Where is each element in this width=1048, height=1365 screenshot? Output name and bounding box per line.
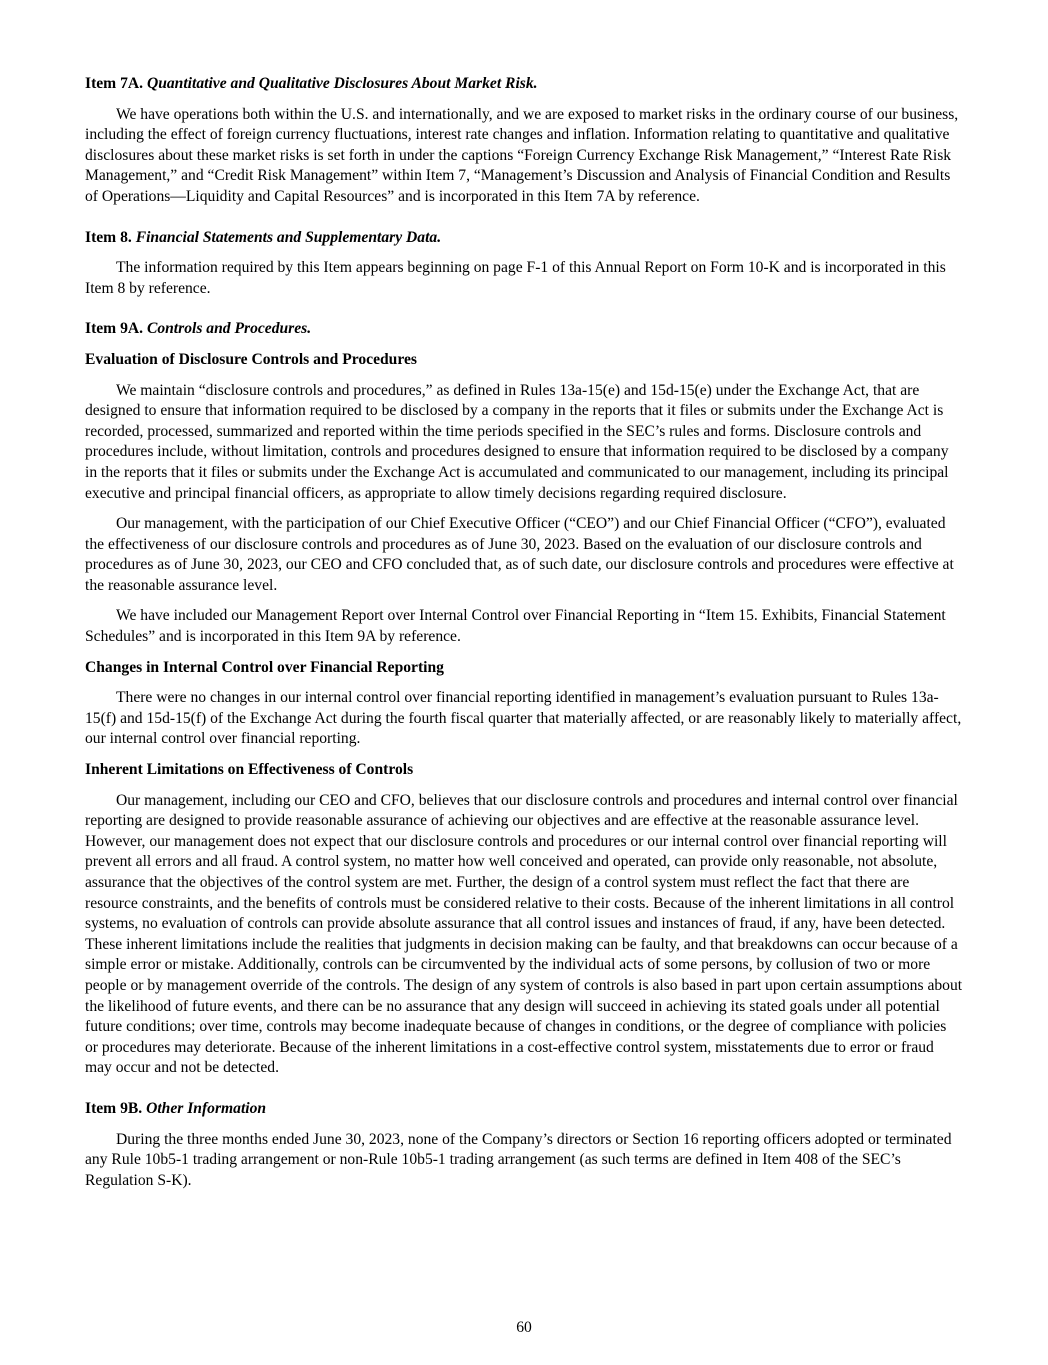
item-7a-paragraph: We have operations both within the U.S. and internationally, and we are exposed to market risks in the ordinary course of our business, including the effect of foreign currency fluctuations, interest rate changes and inflation. Information relating to quantitative and qualitative disclosures about these market risks is set forth in under the captions “Foreign Currency Exchange Risk Management,” “Interest Rate Risk Management,” and “Credit Risk Management” within Item 7, “Management’s Discussion and Analysis of Financial Condition and Results of Operations—Liquidity and Capital Resources” and is incorporated in this Item 7A by reference. <box>85 105 959 205</box>
section-item-8 <box>85 228 963 300</box>
changes-paragraph: There were no changes in our internal control over financial reporting identified in management’s evaluation pursuant to Rules 13a-15(f) and 15d-15(f) of the Exchange Act during the fourth fiscal quarter that materially affected, or are reasonably likely to materially affect, our internal control over financial reporting. <box>85 689 962 748</box>
section-item-7a <box>85 74 963 208</box>
item-7a-label: Item 7A. <box>85 75 144 92</box>
item-9a-heading <box>85 319 963 340</box>
item-9a-title: Controls and Procedures. <box>146 320 312 338</box>
evaluation-paragraph-2: Our management, with the participation of our Chief Executive Officer (“CEO”) and our Chief Financial Officer (“CFO”), evaluated the effectiveness of our disclosure controls and procedures as of June 30, 2023. Based on the evaluation of our disclosure controls and procedures as of June 30, 2023, our CEO and CFO concluded that, as of such date, our disclosure controls and procedures were effective at the reasonable assurance level. <box>85 515 954 594</box>
item-9a-label: Item 9A. <box>85 320 144 338</box>
limitations-subheading: Inherent Limitations on Effectiveness of Controls <box>85 761 414 779</box>
changes-subheading: Changes in Internal Control over Financial Reporting <box>85 658 444 676</box>
item-8-label: Item 8. <box>85 228 132 246</box>
item-7a-title: Quantitative and Qualitative Disclosures About Market Risk. <box>146 75 538 92</box>
item-9b-label: Item 9B. <box>85 1099 143 1117</box>
item-8-title: Financial Statements and Supplementary Data. <box>135 228 442 246</box>
item-8-paragraph: The information required by this Item appears beginning on page F-1 of this Annual Report on Form 10-K and is incorporated in this Item 8 by reference. <box>85 259 946 297</box>
item-8-heading <box>85 228 963 249</box>
document-page <box>85 74 963 1211</box>
item-9b-heading <box>85 1099 963 1120</box>
evaluation-subheading: Evaluation of Disclosure Controls and Procedures <box>85 350 417 368</box>
section-item-9a <box>85 319 963 1079</box>
item-9b-title: Other Information <box>146 1099 267 1117</box>
item-9b-paragraph: During the three months ended June 30, 2023, none of the Company’s directors or Section 16 reporting officers adopted or terminated any Rule 10b5-1 trading arrangement or non-Rule 10b5-1 trading arrangement (as such terms are defined in Item 408 of the SEC’s Regulation S-K). <box>85 1130 952 1189</box>
item-7a-heading <box>85 74 963 95</box>
evaluation-paragraph-3: We have included our Management Report over Internal Control over Financial Reporting in “Item 15. Exhibits, Financial Statement Schedules” and is incorporated in this Item 9A by reference. <box>85 607 946 646</box>
evaluation-paragraph-1: We maintain “disclosure controls and procedures,” as defined in Rules 13a-15(e) and 15d-15(e) under the Exchange Act, that are designed to ensure that information required to be disclosed by a company in the reports that it files or submits under the Exchange Act is recorded, processed, summarized and reported within the time periods specified in the SEC’s rules and forms. Disclosure controls and procedures include, without limitation, controls and procedures designed to ensure that information required to be disclosed by a company in the reports that it files or submits under the Exchange Act is accumulated and communicated to our management, including its principal executive and principal financial officers, as appropriate to allow timely decisions regarding required disclosure. <box>85 381 949 502</box>
limitations-paragraph: Our management, including our CEO and CFO, believes that our disclosure controls and procedures and internal control over financial reporting are designed to provide reasonable assurance of achieving our objectives and are effective at the reasonable assurance level. However, our management does not expect that our disclosure controls and procedures or our internal control over financial reporting will prevent all errors and all fraud. A control system, no matter how well conceived and operated, can provide only reasonable, not absolute, assurance that the objectives of the control system are met. Further, the design of a control system must reflect the fact that there are resource constraints, and the benefits of controls must be considered relative to their costs. Because of the inherent limitations in all control systems, no evaluation of controls can provide absolute assurance that all control issues and instances of fraud, if any, have been detected. These inherent limitations include the realities that judgments in decision making can be faulty, and that breakdowns can occur because of a simple error or mistake. Additionally, controls can be circumvented by the individual acts of some persons, by collusion of two or more people or by management override of the controls. The design of any system of controls is also based in part upon certain assumptions about the likelihood of future events, and there can be no assurance that any design will succeed in achieving its stated goals under all potential future conditions; over time, controls may become inadequate because of changes in conditions, or the degree of compliance with policies or procedures may deteriorate. Because of the inherent limitations in a cost-effective control system, misstatements due to error or fraud may occur and not be detected. <box>85 791 963 1077</box>
page-number: 60 <box>516 1319 532 1336</box>
section-item-9b <box>85 1099 963 1191</box>
